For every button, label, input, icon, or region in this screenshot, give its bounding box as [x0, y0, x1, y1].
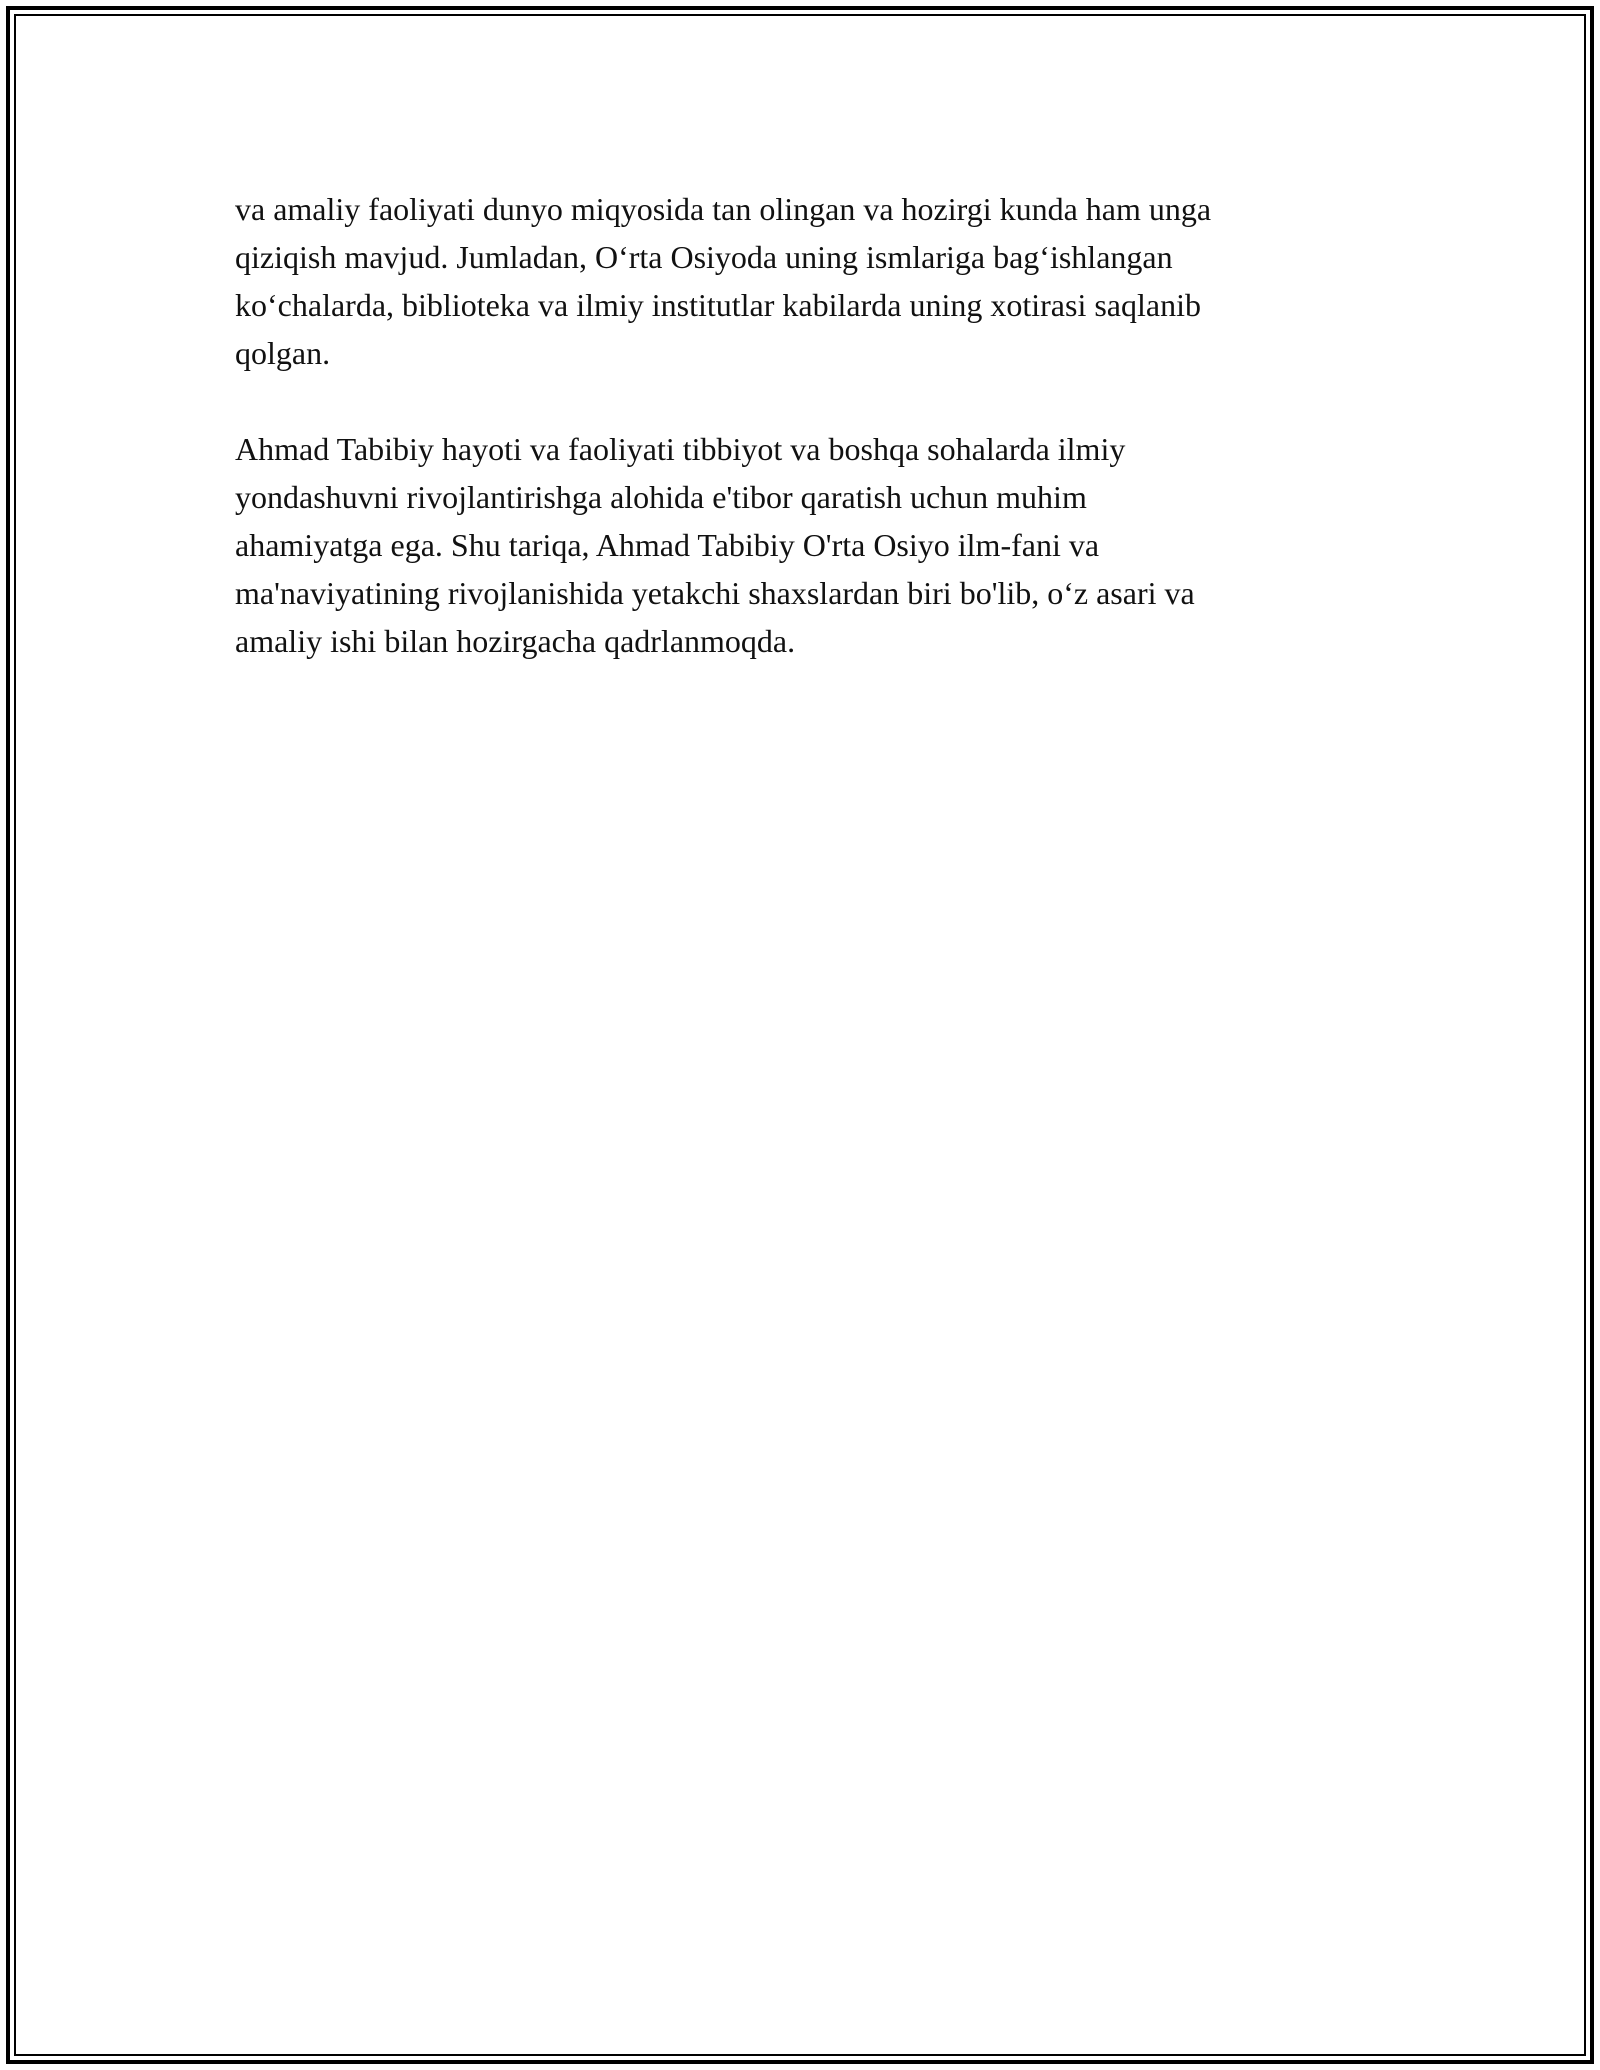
text-line: yondashuvni rivojlantirishga alohida e'tibor qaratish uchun muhim	[235, 479, 1087, 515]
text-line: ahamiyatga ega. Shu tariqa, Ahmad Tabibiy O'rta Osiyo ilm-fani va	[235, 527, 1100, 563]
text-line: ko‘chalarda, biblioteka va ilmiy institutlar kabilarda uning xotirasi saqlanib	[235, 287, 1201, 323]
text-line: qolgan.	[235, 335, 331, 371]
text-line: va amaliy faoliyati dunyo miqyosida tan olingan va hozirgi kunda ham unga	[235, 191, 1212, 227]
paragraph-2	[235, 425, 1375, 665]
text-line: amaliy ishi bilan hozirgacha qadrlanmoqda.	[235, 623, 796, 659]
text-line: ma'naviyatining rivojlanishida yetakchi shaxslardan biri bo'lib, o‘z asari va	[235, 575, 1195, 611]
text-line: qiziqish mavjud. Jumladan, O‘rta Osiyoda uning ismlariga bag‘ishlangan	[235, 239, 1173, 275]
paragraph-1	[235, 185, 1375, 377]
document-body	[235, 185, 1375, 665]
text-line: Ahmad Tabibiy hayoti va faoliyati tibbiyot va boshqa sohalarda ilmiy	[235, 431, 1126, 467]
